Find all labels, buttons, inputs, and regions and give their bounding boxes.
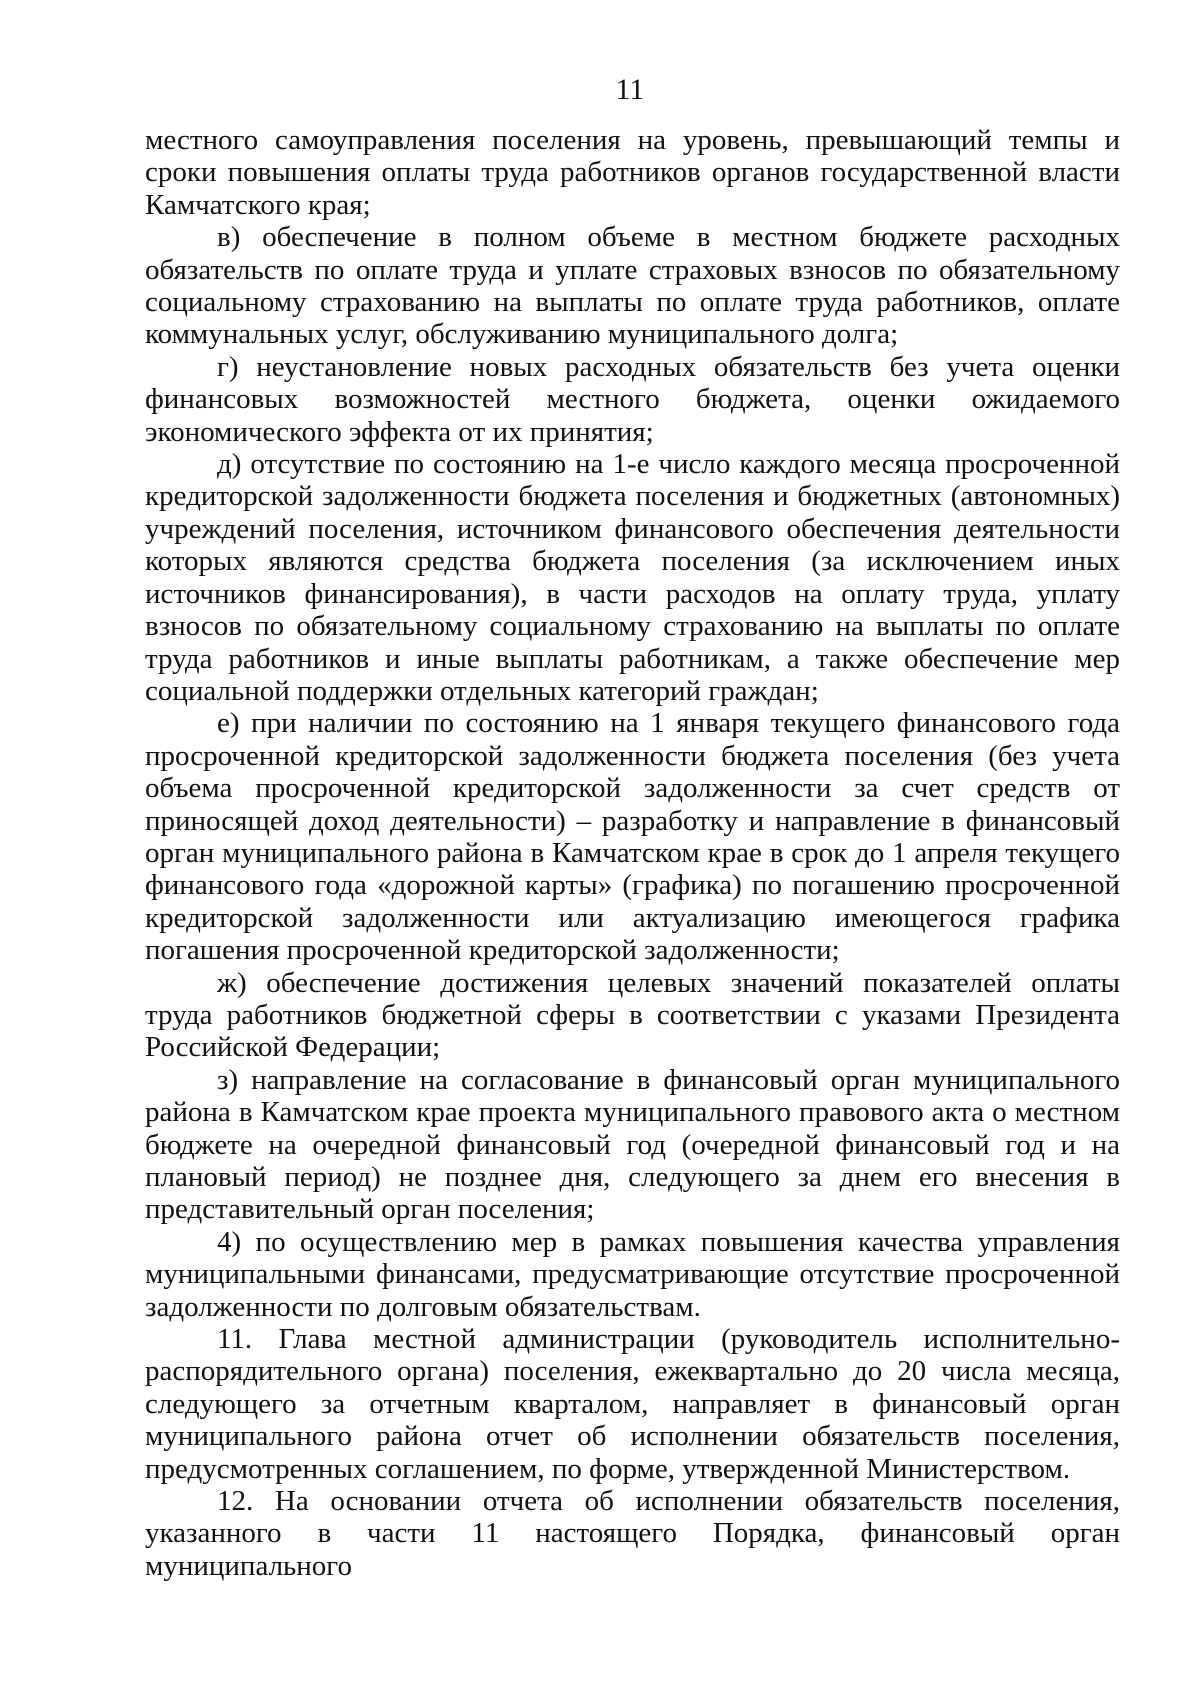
paragraph-section-12: 12. На основании отчета об исполнении обязательств поселения, указанного в части 11 настоящего Порядка, финансовый орган муниципального	[145, 1485, 1120, 1582]
paragraph-item-e: е) при наличии по состоянию на 1 января текущего финансового года просроченной кредиторской задолженности бюджета поселения (без учета объема просроченной кредиторской задолженности за счет средств от приносящей доход деятельности) – разработку и направление в финансовый орган муниципального района в Камчатском крае в срок до 1 апреля текущего финансового года «дорожной карты» (графика) по погашению просроченной кредиторской задолженности или актуализацию имеющегося графика погашения просроченной кредиторской задолженности;	[145, 707, 1120, 967]
paragraph-continuation: местного самоуправления поселения на уровень, превышающий темпы и сроки повышения оплаты труда работников органов государственной власти Камчатского края;	[145, 124, 1120, 221]
page-number: 11	[615, 73, 645, 106]
paragraph-item-4: 4) по осуществлению мер в рамках повышения качества управления муниципальными финансами, предусматривающие отсутствие просроченной задолженности по долговым обязательствам.	[145, 1225, 1120, 1323]
paragraph-item-v: в) обеспечение в полном объеме в местном бюджете расходных обязательств по оплате труда и уплате страховых взносов по обязательному социальному страхованию на выплаты по оплате труда работников, оплате коммунальных услуг, обслуживанию муниципального долга;	[145, 221, 1120, 351]
paragraph-item-zh: ж) обеспечение достижения целевых значений показателей оплаты труда работников бюджетной сферы в соответствии с указами Президента Российской Федерации;	[145, 966, 1120, 1064]
paragraph-item-z: з) направление на согласование в финансовый орган муниципального района в Камчатском крае проекта муниципального правового акта о местном бюджете на очередной финансовый год (очередной финансовый год и на плановый период) не позднее дня, следующего за днем его внесения в представительный орган поселения;	[145, 1063, 1120, 1226]
paragraph-item-d: д) отсутствие по состоянию на 1-е число каждого месяца просроченной кредиторской задолженности бюджета поселения и бюджетных (автономных) учреждений поселения, источником финансового обеспечения деятельности которых являются средства бюджета поселения (за исключением иных источников финансирования), в части расходов на оплату труда, уплату взносов по обязательному социальному страхованию на выплаты по оплате труда работников и иные выплаты работникам, а также обеспечение мер социальной поддержки отдельных категорий граждан;	[145, 448, 1120, 707]
document-body	[145, 124, 1120, 1582]
paragraph-section-11: 11. Глава местной администрации (руководитель исполнительно-распорядительного органа) поселения, ежеквартально до 20 числа месяца, следующего за отчетным кварталом, направляет в финансовый орган муниципального района отчет об исполнении обязательств поселения, предусмотренных соглашением, по форме, утвержденной Министерством.	[145, 1323, 1120, 1485]
paragraph-item-g: г) неустановление новых расходных обязательств без учета оценки финансовых возможностей местного бюджета, оценки ожидаемого экономического эффекта от их принятия;	[145, 350, 1120, 448]
